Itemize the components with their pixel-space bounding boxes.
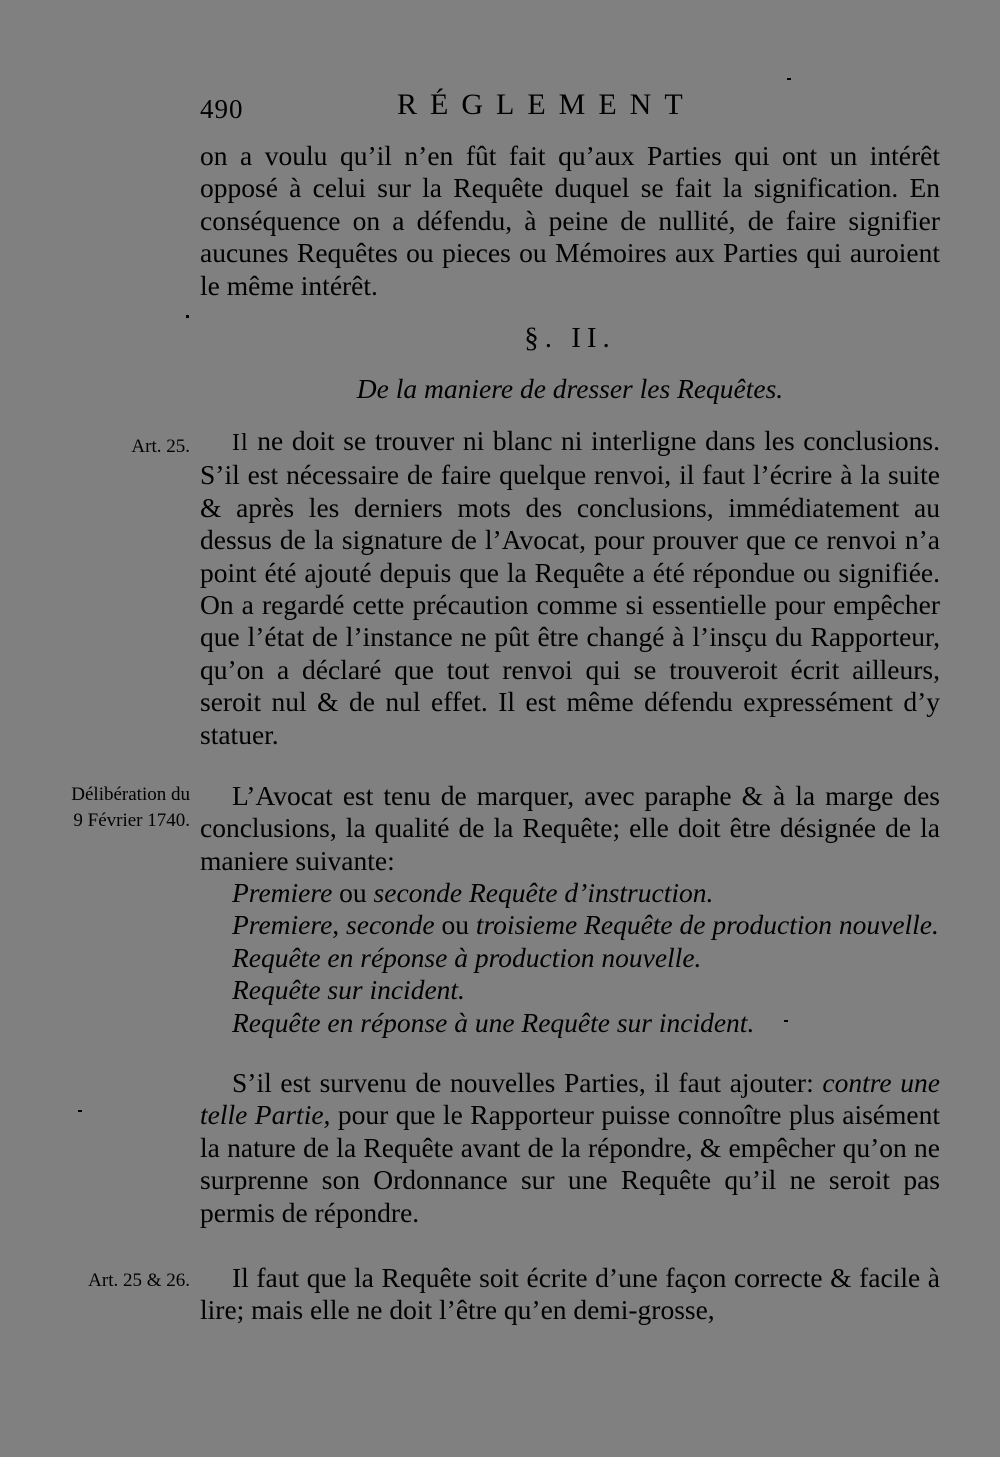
margin-note-art-25-26: Art. 25 & 26.: [88, 1270, 190, 1291]
request-types-list: [200, 877, 940, 1039]
request-type-reponse-incident: Requête en réponse à une Requête sur incident.: [232, 1006, 755, 1038]
paragraph-avocat-marking: L’Avocat est tenu de marquer, avec paraphe & à la marge des conclusions, la qualité de la Requête; elle doit être désignée de la maniere suivante:: [200, 780, 940, 876]
paragraph-italic-phrase: contre une telle Partie,: [200, 1067, 940, 1131]
intro-paragraph: on a voulu qu’il n’en fût fait qu’aux Parties qui ont un intérêt opposé à celui sur la Requête duquel se fait la signification. En conséquence on a défendu, à peine de nullité, de faire signifier aucunes Requêtes ou pieces ou Mémoires aux Parties qui auroient le même intérêt.: [200, 140, 940, 301]
paragraph-written-correctly: Il faut que la Requête soit écrite d’une façon correcte & facile à lire; mais elle ne doit l’être qu’en demi-grosse,: [200, 1262, 940, 1326]
margin-note-deliberation-line2: 9 Février 1740.: [73, 810, 190, 831]
print-speck: [78, 1110, 82, 1112]
request-type-production-nouvelle: Premiere, seconde ou troisieme Requête de production nouvelle.: [232, 909, 939, 941]
print-speck: [186, 315, 189, 318]
request-type-sur-incident: Requête sur incident.: [232, 974, 465, 1006]
section-number: §. II.: [524, 322, 616, 354]
running-title: RÉGLEMENT: [397, 88, 696, 121]
paragraph-text: ne doit se trouver ni blanc ni interligne dans les conclusions. S’il est nécessaire de faire quelque renvoi, il faut l’écrire à la suite & après les derniers mots des conclusions, immédiatement au dessus de la signature de l’Avocat, pour prouver que ce renvoi n’a point été ajouté depuis que la Requête a été répondue ou signifiée. On a regardé cette précaution comme si essentielle pour empêcher que l’état de l’instance ne pût être changé à l’insçu du Rapporteur, qu’on a déclaré que tout renvoi qui se trouveroit écrit ailleurs, seroit nul & de nul effet. Il est même défendu expressément d’y statuer.: [200, 425, 940, 750]
paragraph-lead-word: Il: [232, 430, 249, 456]
print-speck: [784, 1020, 788, 1022]
page-number: 490: [200, 94, 244, 124]
page-header: [200, 88, 940, 128]
request-type-instruction: Premiere ou seconde Requête d’instruction.: [232, 877, 714, 908]
margin-note-art-25: Art. 25.: [131, 436, 190, 457]
print-speck: [787, 78, 791, 80]
margin-note-deliberation: [20, 782, 190, 834]
section-title: De la maniere de dresser les Requêtes.: [356, 373, 784, 404]
request-type-reponse-production: Requête en réponse à production nouvelle.: [232, 941, 702, 973]
paragraph-blanks-in-conclusions: [200, 425, 940, 751]
margin-note-deliberation-line1: Délibération du: [71, 784, 190, 805]
paragraph-new-parties: S’il est survenu de nouvelles Parties, il faut ajouter: contre une telle Partie, pour que le Rapporteur puisse connoître plus aisément la nature de la Requête avant de la répondre, & empêcher qu’on ne surprenne son Ordonnance sur une Requête qu’il ne seroit pas permis de répondre.: [200, 1067, 940, 1228]
